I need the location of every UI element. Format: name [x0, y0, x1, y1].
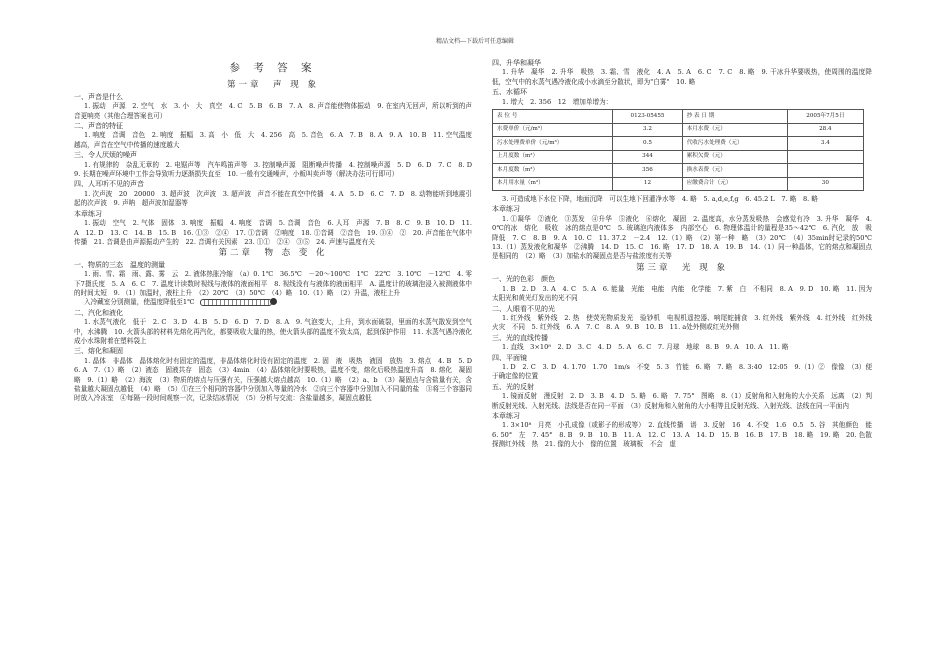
answer-paragraph: 1. 振动 声源 2. 空气 水 3. 小 大 真空 4. C 5. B 6. B 7. A 8. 声音能使物体振动 9. 在室内无回声，所以听到的声音更响亮（其他合理答案也可）	[74, 102, 472, 120]
bill-label-cell: 累积欠费（元）	[682, 150, 787, 164]
section-heading: 本章练习	[492, 411, 520, 420]
section-heading: 三、光的直线传播	[492, 333, 548, 342]
bill-value-cell: 356	[613, 164, 682, 178]
bill-value-cell	[787, 150, 863, 164]
bill-label-cell: 抄 表 日 期	[682, 110, 787, 124]
answer-paragraph: 3. 可造成地下水位下降，地面沉降 可以生地下回灌净水等 4. 略 5. a,d,e,f,g 6. 45.2 L 7. 略 8. 略	[502, 195, 818, 204]
bill-row	[493, 164, 864, 178]
header-note: 精品文档---下载后可任意编辑	[435, 38, 515, 45]
right-column	[492, 58, 879, 450]
bill-label-cell: 代收污水处理费（元）	[682, 137, 787, 151]
bill-label-cell: 表 位 号	[493, 110, 613, 124]
section-heading: 本章练习	[492, 205, 520, 214]
bill-label-cell: 上月度数（m³）	[493, 150, 613, 164]
bill-label-cell: 本月水费（元）	[682, 123, 787, 137]
bill-label-cell: 本月度数（m³）	[493, 164, 613, 178]
section-heading: 三、熔化和凝固	[74, 347, 123, 356]
bill-value-cell	[787, 164, 863, 178]
section-heading: 二、声音的特征	[74, 122, 123, 131]
answer-paragraph: 1. 升华 凝华 2. 升华 吸热 3. 霜、雪 液化 4. A 5. A 6. C 7. C 8. 略 9. 干冰升华要吸热，使周围的温度降低，空气中的水蒸气遇冷液化成小水滴至分散状，即为"白雾" 10. 略	[492, 68, 872, 86]
document-title: 参 考 答 案	[229, 62, 317, 74]
bill-value-cell: 0.5	[613, 137, 682, 151]
answer-paragraph: 1. 镜面反射 漫反射 2. D 3. B 4. D 5. 略 6. 略 7. 75° 图略 8.（1）反射角和入射角的大小关系 远离 （2）判断反射光线、入射光线、法线是否在同一平面 （3）反射角和入射角的大小相等且反射光线、入射光线、法线在同一平面内	[492, 392, 872, 410]
answer-paragraph: 1. 晶体 非晶体 晶体熔化时有固定的温度，非晶体熔化时没有固定的温度 2. 固 液 吸热 液固 放热 3. 熔点 4. B 5. D 6. A 7.（1）略 （2）液态 固液共存 固态 （3）4min （4）晶体熔化时要吸热，温度不变，熔化后吸热温度升高 8. 熔化 凝固 略 9.（1）略 （2）海波 （3）物质的熔点与压强有关，压强越大熔点越高 10.（1）略 （2）a、b （3）凝固点与含盐量有关，含盐量越大凝固点越低 （4）略 （5）①在三个相同的容器中分别加入等量的冷水 ②向三个容器中分别加入不同量的盐 ③将三个容器同时放入冷冻室 ④每隔一段时间观察一次，记录结冰情况 （5）分析与交流：含盐量越多，凝固点越低	[74, 356, 479, 403]
bill-row	[493, 137, 864, 151]
bill-label-cell: 本月用水量（m³）	[493, 177, 613, 191]
chapter-3-title: 第三章 光 现 象	[636, 262, 728, 273]
chapter-2-title: 第二章 物 态 变 化	[218, 248, 328, 259]
answer-paragraph: 1. 直线 3×10⁸ 2. D 3. C 4. D 5. A 6. C 7. 月球 地球 8. B 9. A 10. A 11. 略	[502, 343, 789, 352]
answer-paragraph: 1. 振动 空气 2. 气体 固体 3. 响度 振幅 4. 响度 音调 5. 音调 音色 6. 人耳 声源 7. B 8. C 9. B 10. D 11. A 12. D 13. C 14. B 15. B 16. ①③ ②④ 17. ①音调 ②响度 18. ①音调 ②音色 19. ③④ ② 20. 声音能在气体中传播 21. 音调是由声源振动产生的 22. 音调有关因素 23. ①① ②④ ③⑤ 24. 声速与温度有关	[74, 219, 472, 246]
section-heading: 二、汽化和液化	[74, 308, 123, 317]
answer-paragraph: 1. D 2. C 3. D 4. 1.70 1.70 1m/s 不变 5. 3 竹能 6. 略 7. 略 8. 3:40 12:05 9.（1）② 像像 （3）便于确定像的位置	[492, 362, 872, 381]
answer-paragraph: 1. 水蒸气液化 低于 2. C 3. D 4. B 5. D 6. D 7. D 8. A 9. 气泡变大，上升，到水面破裂，里面的水蒸气散发到空气中，水沸腾 10. 火箭头部的材料先熔化再汽化，都要吸收大量的热，使火箭头部的温度不致太高，起到保护作用 11. 水蒸气遇冷液化成小水珠附着在塑料袋上	[74, 318, 472, 345]
answer-paragraph: 1. 次声波 20 20000 3. 超声波 次声波 3. 超声波 声音不能在真空中传播 4. A 5. D 6. C 7. D 8. 动物能听到地震引起的次声波 9. 声呐 超声波加湿器等	[74, 189, 472, 208]
answer-paragraph: 1. 红外线 紫外线 2. 热 使荧光物质发光 验钞机 电视机遥控器、响尾蛇捕食 3. 红外线 紫外线 4. 红外线 红外线 火灾 不同 5. 红外线 6. A 7. C 8. A 9. B 10. B 11. a处外侧或红光外侧	[492, 313, 879, 332]
bill-row	[493, 150, 864, 164]
section-heading: 一、物质的三态 温度的测量	[74, 260, 165, 269]
section-heading: 三、令人厌烦的噪声	[74, 151, 137, 160]
section-heading: 二、人眼看不见的光	[492, 304, 555, 313]
thermometer-icon	[200, 299, 272, 306]
left-column	[74, 58, 479, 404]
answer-paragraph: 1. 响度 音调 音色 2. 响度 振幅 3. 高 小 低 大 4. 256 高 5. 音色 6. A 7. B 8. A 9. A 10. B 11. 空气温度越高，声音在空气中传播的速度越大	[74, 131, 472, 149]
answer-paragraph: 1. ①凝华 ②液化 ③蒸发 ④升华 ⑤液化 ⑥熔化 凝固 2. 温度高，水分蒸发吸热 会感觉有冷 3. 升华 凝华 4. 0℃的冰 熔化 吸收 冰的熔点是0℃ 5. 玻璃泡内液体多 内部空心 6. 物理体温计的量程是35～42℃ 6. 汽化 放 吸 降低 7. C 8. B 9. A 10. C 11. 37.2 －2.4 12.（1）略 （2）第一种 略 （3）20℃ （4）35min时记录的50℃ 13.（1）蒸发液化和凝华 ②沸腾 14. D 15. C 16. 略 17. D 18. A 19. B 14.（1）同一种晶体，它的熔点和凝固点是相同的 （2）略 （3）加盐水的凝固点是否与盐浓度有关等	[492, 214, 879, 261]
answer-paragraph: 1. B 2. D 3. A 4. C 5. A 6. 能量 光能 电能 内能 化学能 7. 紫 白 不相同 8. A 9. D 10. 略 11. 因为太阳光和黄光灯发出的光不同	[492, 284, 872, 303]
section-heading: 四、升华和凝华	[492, 59, 541, 67]
bill-row	[493, 177, 864, 191]
section-heading: 四、平面镜	[492, 353, 527, 362]
section-heading: 五、光的反射	[492, 382, 534, 391]
answer-paragraph: 1. 雨、雪、霜 雨、露、雾 云 2. 液体热胀冷缩 （a）0. 1℃ 36.5℃ －20～100℃ 1℃ 22℃ 3. 10℃ －12℃ 4. 零下7摄氏度 5. A 6. C 7. 温度计读数时视线与液体的液面相平 8. 视线没有与液体的液面相平 A. 温度计的玻璃泡浸入被测液体中的时间太短 9. （1）加温时，液柱上升 （2）20℃ （3）50℃ （4）略 10.（1）略 （2）升温，液柱上升	[74, 270, 472, 297]
bill-value-cell: 28.4	[787, 123, 863, 137]
bill-value-cell: 12	[613, 177, 682, 191]
bill-value-cell: 344	[613, 150, 682, 164]
section-heading: 四、人耳听不见的声音	[74, 180, 144, 189]
answer-paragraph: 1. 有规律的 杂乱无章的 2. 电锯声等 汽车鸣笛声等 3. 控制噪声源 阻断噪声传播 4. 控制噪声源 5. D 6. D 7. C 8. D 9. 长期在噪声环境中工作会导致听力逐渐损失直至 10. 一般有交通噪声，小贩叫卖声等（解决办法可行即可）	[74, 160, 479, 179]
bill-row	[493, 123, 864, 137]
chapter-1-title: 第一章 声 现 象	[227, 80, 319, 91]
section-heading: 一、声音是什么	[74, 92, 123, 101]
answer-paragraph: 1. 增大 2. 356 12 增加单增为：	[502, 97, 613, 106]
bill-value-cell: 0123-05455	[613, 110, 682, 124]
answer-paragraph: 1. 3×10⁸ 月亮 小孔成像（或影子的形成等） 2. 直线传播 谱 3. 反射 16 4. 不变 1.6 0.5 5. 谷 其他颜色 能 6. 50° 左 7. 45° 8. B 9. B 10. B 11. A 12. C 13. A 14. D 15. B 16. B 17. B 18. 略 19. 略 20. 色散 探测红外线 热 21. 像的大小 像的位置 玻璃板 不会 虚	[492, 421, 879, 449]
bill-label-cell: 水费单价（元/m³）	[493, 123, 613, 137]
bill-label-cell: 应缴费合计（元）	[682, 177, 787, 191]
bill-value-cell: 3.2	[613, 123, 682, 137]
thermometer-label: 入冷藏室分别测量，使温度降低至1℃	[84, 298, 195, 307]
section-heading: 本章练习	[74, 209, 102, 218]
section-heading: 一、光的色彩 颜色	[492, 275, 555, 284]
bill-value-cell: 3.4	[787, 137, 863, 151]
thermometer-line	[74, 298, 472, 307]
water-bill-table	[492, 109, 864, 191]
bill-label-cell: 换水表费（元）	[682, 164, 787, 178]
bill-label-cell: 污水处理费单价（元/m³）	[493, 137, 613, 151]
section-heading: 五、水循环	[492, 88, 527, 97]
bill-value-cell: 30	[787, 177, 863, 191]
bill-row	[493, 110, 864, 124]
bill-value-cell: 2005年7月5日	[787, 110, 863, 124]
